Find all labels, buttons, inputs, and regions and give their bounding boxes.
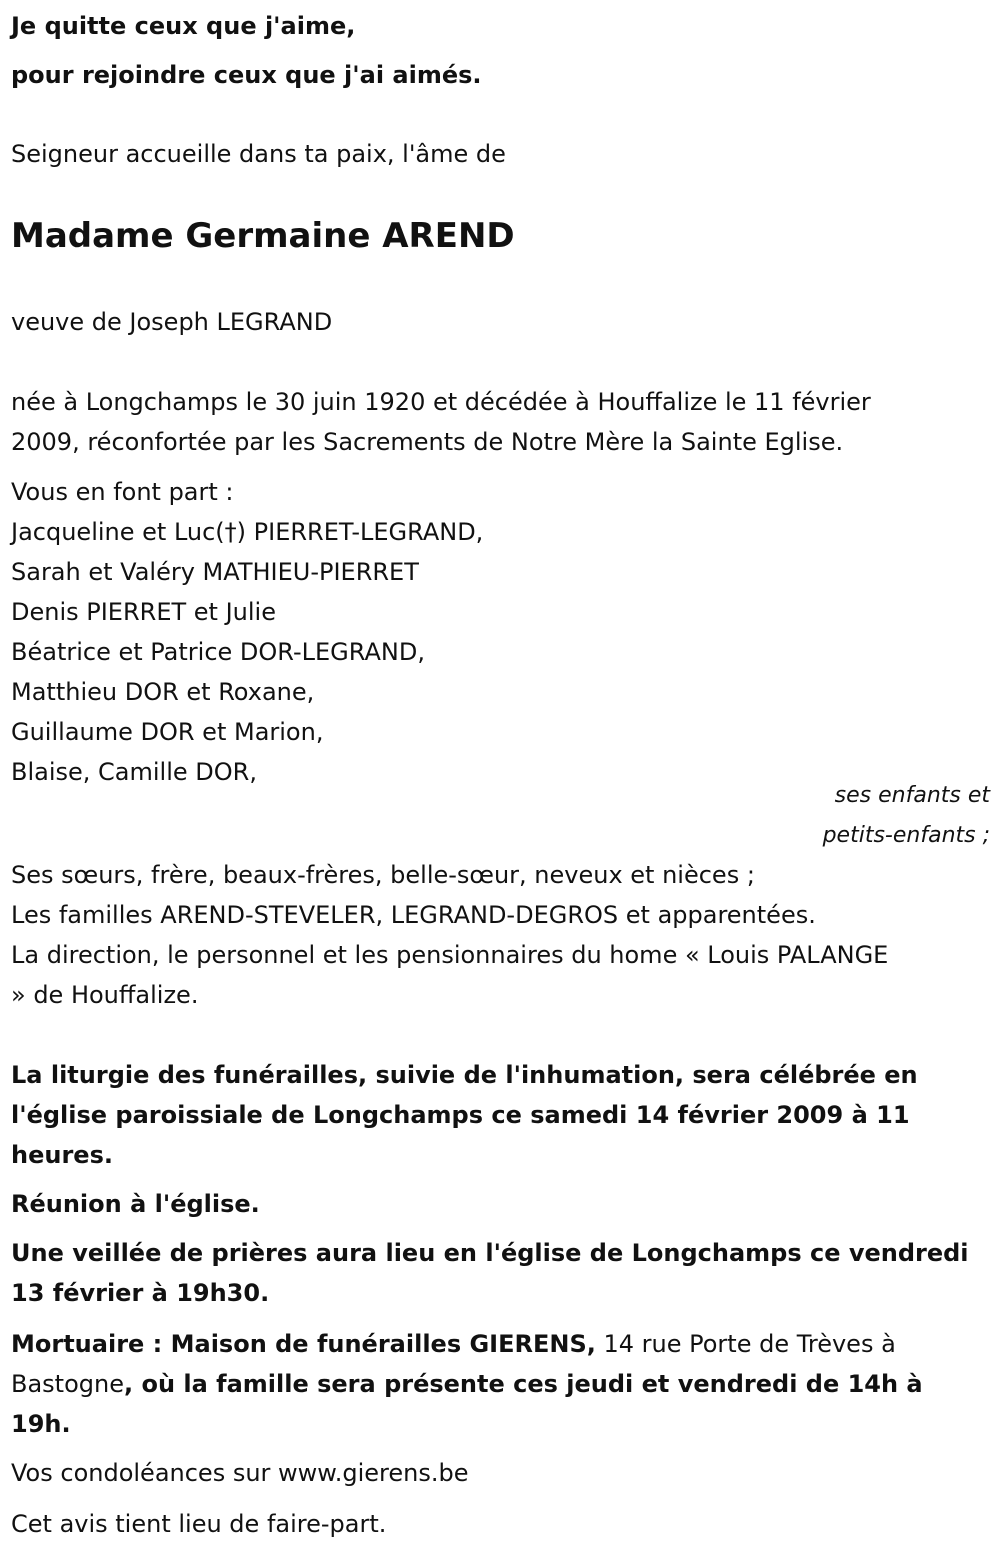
quote-line-1: Je quitte ceux que j'aime,	[11, 12, 356, 40]
relatives-line: » de Houffalize.	[11, 981, 199, 1009]
mortuary-label: Mortuaire : Maison de funérailles GIERENS,	[11, 1330, 596, 1358]
family-role-line-2: petits-enfants ;	[822, 823, 990, 848]
closing-note: Cet avis tient lieu de faire-part.	[11, 1510, 387, 1538]
family-member: Denis PIERRET et Julie	[11, 598, 276, 626]
meeting-info: Réunion à l'église.	[11, 1190, 260, 1218]
mortuary-line-2	[11, 1364, 990, 1404]
relatives-line: La direction, le personnel et les pensionnaires du home « Louis PALANGE	[11, 941, 889, 969]
quote-line-2: pour rejoindre ceux que j'ai aimés.	[11, 61, 482, 89]
family-member: Guillaume DOR et Marion,	[11, 718, 324, 746]
widow-of: veuve de Joseph LEGRAND	[11, 308, 333, 336]
mortuary-line-1	[11, 1324, 990, 1364]
relatives-line: Ses sœurs, frère, beaux-frères, belle-sœur, neveux et nièces ;	[11, 861, 755, 889]
liturgy-line: La liturgie des funérailles, suivie de l'inhumation, sera célébrée en	[11, 1061, 918, 1089]
mortuary-hours: , où la famille sera présente ces jeudi et vendredi de 14h à	[123, 1370, 923, 1398]
quote	[11, 6, 990, 46]
mortuary-address: 14 rue Porte de Trèves à	[595, 1330, 896, 1358]
liturgy-line: l'église paroissiale de Longchamps ce samedi 14 février 2009 à 11	[11, 1101, 910, 1129]
mortuary-info	[11, 1324, 990, 1444]
quote-second	[11, 55, 990, 95]
vigil-line: Une veillée de prières aura lieu en l'église de Longchamps ce vendredi	[11, 1239, 969, 1267]
liturgy-line: heures.	[11, 1141, 113, 1169]
mortuary-city: Bastogne	[11, 1370, 124, 1398]
family-member: Matthieu DOR et Roxane,	[11, 678, 315, 706]
vigil-line: 13 février à 19h30.	[11, 1279, 270, 1307]
condolences-info: Vos condoléances sur www.gierens.be	[11, 1459, 469, 1487]
family-member: Blaise, Camille DOR,	[11, 758, 257, 786]
deceased-name: Madame Germaine AREND	[11, 216, 515, 256]
vigil-info	[11, 1233, 990, 1313]
relatives-line: Les familles AREND-STEVELER, LEGRAND-DEGROS et apparentées.	[11, 901, 816, 929]
family-list	[11, 472, 990, 792]
birth-death-line-1: née à Longchamps le 30 juin 1920 et décédée à Houffalize le 11 février	[11, 388, 871, 416]
family-member: Jacqueline et Luc(†) PIERRET-LEGRAND,	[11, 518, 484, 546]
announce-label: Vous en font part :	[11, 478, 234, 506]
family-role-line-1: ses enfants et	[834, 783, 990, 808]
birth-death-line-2: 2009, réconfortée par les Sacrements de Notre Mère la Sainte Eglise.	[11, 428, 844, 456]
mortuary-line-3: 19h.	[11, 1410, 71, 1438]
family-member: Béatrice et Patrice DOR-LEGRAND,	[11, 638, 425, 666]
liturgy-info	[11, 1055, 990, 1175]
family-role	[11, 776, 990, 856]
family-member: Sarah et Valéry MATHIEU-PIERRET	[11, 558, 419, 586]
birth-death-info	[11, 382, 990, 462]
other-relatives	[11, 855, 990, 1015]
intro-text: Seigneur accueille dans ta paix, l'âme de	[11, 140, 506, 168]
